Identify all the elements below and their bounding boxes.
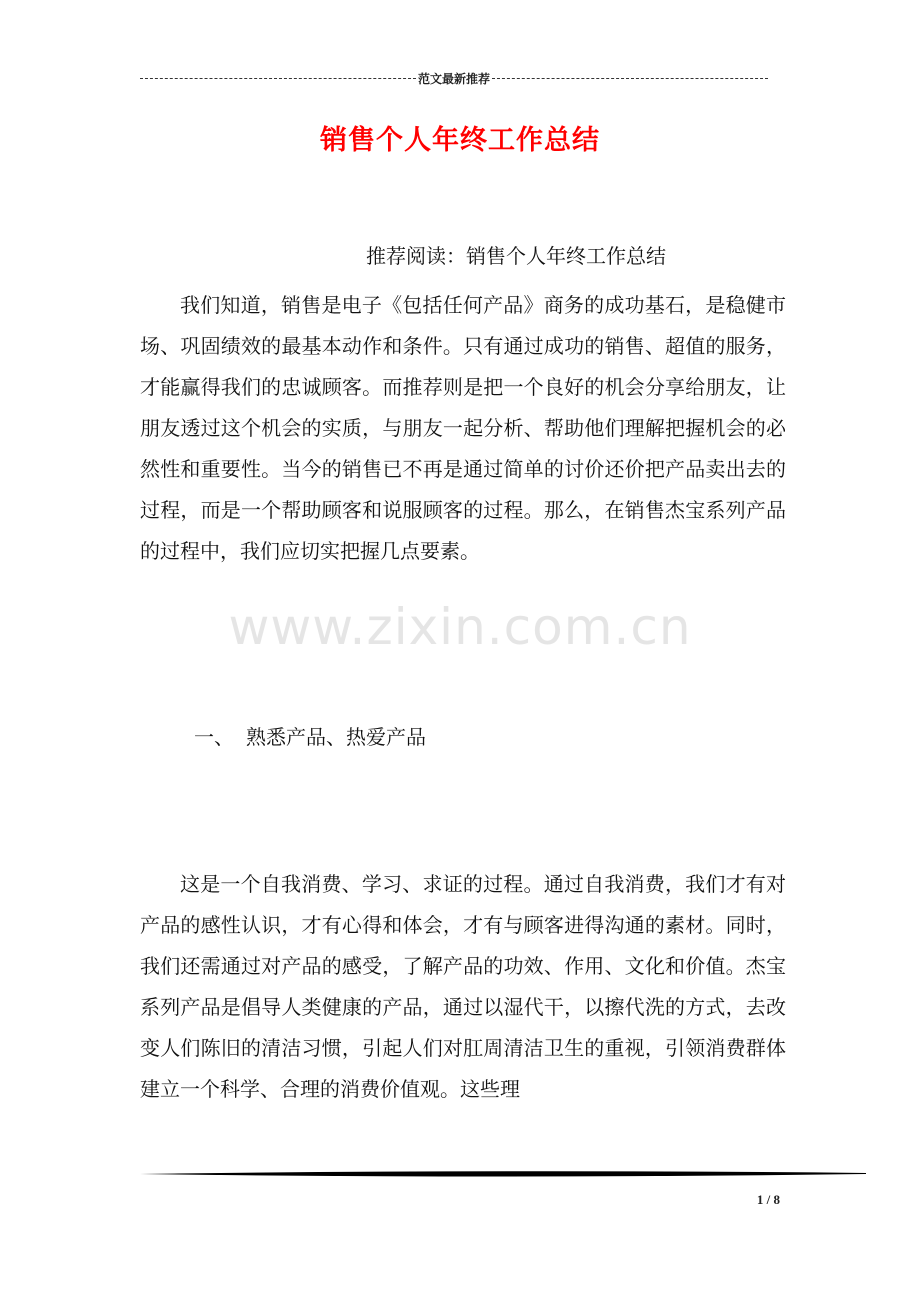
watermark: www.zixin.com.cn xyxy=(228,598,692,656)
header-label: 范文最新推荐 xyxy=(418,71,491,86)
paragraph-intro: 我们知道，销售是电子《包括任何产品》商务的成功基石，是稳健市场、巩固绩效的最基本动作和条件。只有通过成功的销售、超值的服务，才能赢得我们的忠诚顾客。而推荐则是把一个良好的机会分享给朋友，让朋友透过这个机会的实质，与朋友一起分析、帮助他们理解把握机会的必然性和重要性。当今的销售已不再是通过简单的讨价还价把产品卖出去的过程，而是一个帮助顾客和说服顾客的过程。那么，在销售杰宝系列产品的过程中，我们应切实把握几点要素。 xyxy=(140,293,786,563)
document-subtitle: 推荐阅读：销售个人年终工作总结 xyxy=(366,244,666,268)
section-number: 一、 xyxy=(194,725,234,749)
section-title: 熟悉产品、热爱产品 xyxy=(246,725,426,749)
header-dash-left xyxy=(140,78,416,79)
footer-rule xyxy=(140,1170,866,1178)
document-title: 销售个人年终工作总结 xyxy=(320,125,600,156)
page-header xyxy=(140,68,768,88)
paragraph-section-one: 这是一个自我消费、学习、求证的过程。通过自我消费，我们才有对产品的感性认识，才有心得和体会，才有与顾客进得沟通的素材。同时，我们还需通过对产品的感受，了解产品的功效、作用、文化和价值。杰宝系列产品是倡导人类健康的产品，通过以湿代干，以擦代洗的方式，去改变人们陈旧的清洁习惯，引起人们对肛周清洁卫生的重视，引领消费群体建立一个科学、合理的消费价值观。这些理 xyxy=(140,872,786,1101)
page-number: 1 / 8 xyxy=(756,1192,780,1207)
section-heading xyxy=(194,721,426,750)
header-dash-right xyxy=(492,78,768,79)
